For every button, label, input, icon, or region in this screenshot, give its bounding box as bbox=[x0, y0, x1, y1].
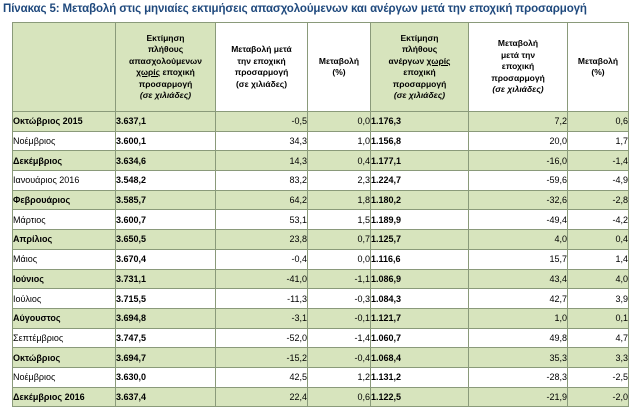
employed-estimate-cell: 3.585,7 bbox=[116, 190, 216, 210]
unemployed-pct-cell: -2,5 bbox=[568, 367, 629, 387]
unemployed-estimate-cell: 1.189,9 bbox=[371, 210, 469, 230]
unemployed-estimate-cell: 1.122,5 bbox=[371, 387, 469, 407]
unemployed-estimate-cell: 1.180,2 bbox=[371, 190, 469, 210]
month-cell: Ιούλιος bbox=[13, 289, 116, 309]
unemployed-change-cell: 7,2 bbox=[469, 112, 568, 132]
employed-change-cell: 83,2 bbox=[216, 171, 308, 191]
month-cell: Οκτώβριος bbox=[13, 348, 116, 368]
employed-estimate-cell: 3.548,2 bbox=[116, 171, 216, 191]
unemployed-pct-cell: 0,1 bbox=[568, 308, 629, 328]
table-title: Πίνακας 5: Μεταβολή στις μηνιαίες εκτιμήσεις απασχολούμενων και ανέργων μετά την εποχική προσαρμογή bbox=[3, 3, 587, 15]
unemployed-pct-cell: 4,7 bbox=[568, 328, 629, 348]
employed-pct-cell: 0,6 bbox=[308, 387, 371, 407]
employed-change-cell: -0,5 bbox=[216, 112, 308, 132]
employed-pct-cell: 0,0 bbox=[308, 249, 371, 269]
employed-pct-cell: 0,0 bbox=[308, 112, 371, 132]
table-row bbox=[13, 230, 629, 250]
header-employed-pct: Μεταβολή (%) bbox=[308, 23, 371, 112]
employed-change-cell: 14,3 bbox=[216, 151, 308, 171]
employed-change-cell: -15,2 bbox=[216, 348, 308, 368]
month-cell: Ιούνιος bbox=[13, 269, 116, 289]
table-row bbox=[13, 151, 629, 171]
table-body bbox=[13, 112, 629, 407]
table-row bbox=[13, 190, 629, 210]
table-row bbox=[13, 131, 629, 151]
unemployed-estimate-cell: 1.068,4 bbox=[371, 348, 469, 368]
unemployed-change-cell: -59,6 bbox=[469, 171, 568, 191]
employed-change-cell: -52,0 bbox=[216, 328, 308, 348]
table-row bbox=[13, 269, 629, 289]
employed-estimate-cell: 3.694,8 bbox=[116, 308, 216, 328]
unemployed-estimate-cell: 1.121,7 bbox=[371, 308, 469, 328]
unemployed-change-cell: 43,4 bbox=[469, 269, 568, 289]
unemployed-pct-cell: -2,0 bbox=[568, 387, 629, 407]
header-unemployed-pct: Μεταβολή (%) bbox=[568, 23, 629, 112]
month-cell: Σεπτέμβριος bbox=[13, 328, 116, 348]
header-employed-estimate: Εκτίμηση πλήθους απασχολούμενων χωρίς εποχική προσαρμογή (σε χιλιάδες) bbox=[116, 23, 216, 112]
month-cell: Δεκέμβριος 2016 bbox=[13, 387, 116, 407]
unemployed-estimate-cell: 1.086,9 bbox=[371, 269, 469, 289]
employed-change-cell: -41,0 bbox=[216, 269, 308, 289]
header-row bbox=[13, 23, 629, 112]
unemployed-pct-cell: 4,0 bbox=[568, 269, 629, 289]
unemployed-pct-cell: -2,8 bbox=[568, 190, 629, 210]
table-row bbox=[13, 210, 629, 230]
table-row bbox=[13, 171, 629, 191]
unemployed-change-cell: 1,0 bbox=[469, 308, 568, 328]
table-row bbox=[13, 367, 629, 387]
unemployed-pct-cell: 3,3 bbox=[568, 348, 629, 368]
unemployed-pct-cell: -1,4 bbox=[568, 151, 629, 171]
employed-pct-cell: -0,4 bbox=[308, 348, 371, 368]
table-row bbox=[13, 348, 629, 368]
employed-pct-cell: 1,0 bbox=[308, 131, 371, 151]
month-cell: Απρίλιος bbox=[13, 230, 116, 250]
employed-change-cell: 64,2 bbox=[216, 190, 308, 210]
month-cell: Μάιος bbox=[13, 249, 116, 269]
employed-pct-cell: 1,5 bbox=[308, 210, 371, 230]
month-cell: Δεκέμβριος bbox=[13, 151, 116, 171]
employed-estimate-cell: 3.747,5 bbox=[116, 328, 216, 348]
table-row bbox=[13, 328, 629, 348]
unemployed-change-cell: 4,0 bbox=[469, 230, 568, 250]
employed-estimate-cell: 3.715,5 bbox=[116, 289, 216, 309]
table-row bbox=[13, 387, 629, 407]
unemployed-change-cell: -32,6 bbox=[469, 190, 568, 210]
table-row bbox=[13, 289, 629, 309]
month-cell: Οκτώβριος 2015 bbox=[13, 112, 116, 132]
month-cell: Μάρτιος bbox=[13, 210, 116, 230]
unemployed-estimate-cell: 1.131,2 bbox=[371, 367, 469, 387]
employed-estimate-cell: 3.600,1 bbox=[116, 131, 216, 151]
unemployed-change-cell: 15,7 bbox=[469, 249, 568, 269]
employed-change-cell: -0,4 bbox=[216, 249, 308, 269]
unemployed-change-cell: 42,7 bbox=[469, 289, 568, 309]
employed-change-cell: -3,1 bbox=[216, 308, 308, 328]
employed-pct-cell: 0,7 bbox=[308, 230, 371, 250]
unemployed-change-cell: 20,0 bbox=[469, 131, 568, 151]
employed-estimate-cell: 3.731,1 bbox=[116, 269, 216, 289]
employed-pct-cell: -0,1 bbox=[308, 308, 371, 328]
employed-change-cell: 22,4 bbox=[216, 387, 308, 407]
month-cell: Φεβρουάριος bbox=[13, 190, 116, 210]
unemployed-estimate-cell: 1.060,7 bbox=[371, 328, 469, 348]
unemployed-pct-cell: -4,2 bbox=[568, 210, 629, 230]
month-cell: Νοέμβριος bbox=[13, 367, 116, 387]
employed-pct-cell: 1,2 bbox=[308, 367, 371, 387]
data-table bbox=[12, 22, 629, 407]
unemployed-estimate-cell: 1.156,8 bbox=[371, 131, 469, 151]
unemployed-estimate-cell: 1.116,6 bbox=[371, 249, 469, 269]
unemployed-change-cell: -21,9 bbox=[469, 387, 568, 407]
employed-change-cell: 34,3 bbox=[216, 131, 308, 151]
unemployed-estimate-cell: 1.125,7 bbox=[371, 230, 469, 250]
unemployed-estimate-cell: 1.176,3 bbox=[371, 112, 469, 132]
unemployed-estimate-cell: 1.084,3 bbox=[371, 289, 469, 309]
employed-estimate-cell: 3.694,7 bbox=[116, 348, 216, 368]
employed-estimate-cell: 3.650,5 bbox=[116, 230, 216, 250]
employed-estimate-cell: 3.634,6 bbox=[116, 151, 216, 171]
month-cell: Αύγουστος bbox=[13, 308, 116, 328]
table-row bbox=[13, 249, 629, 269]
employed-pct-cell: -1,1 bbox=[308, 269, 371, 289]
employed-change-cell: 42,5 bbox=[216, 367, 308, 387]
employed-pct-cell: -1,4 bbox=[308, 328, 371, 348]
unemployed-change-cell: -28,3 bbox=[469, 367, 568, 387]
unemployed-change-cell: -49,4 bbox=[469, 210, 568, 230]
employed-pct-cell: 0,4 bbox=[308, 151, 371, 171]
unemployed-pct-cell: 1,7 bbox=[568, 131, 629, 151]
employed-estimate-cell: 3.600,7 bbox=[116, 210, 216, 230]
header-employed-change: Μεταβολή μετά την εποχική προσαρμογή (σε χιλιάδες) bbox=[216, 23, 308, 112]
header-unemployed-estimate: Εκτίμηση πλήθους ανέργων χωρίς εποχική προσαρμογή (σε χιλιάδες) bbox=[371, 23, 469, 112]
unemployed-pct-cell: 0,4 bbox=[568, 230, 629, 250]
employed-change-cell: 53,1 bbox=[216, 210, 308, 230]
employed-pct-cell: 1,8 bbox=[308, 190, 371, 210]
unemployed-pct-cell: 1,4 bbox=[568, 249, 629, 269]
employed-change-cell: 23,8 bbox=[216, 230, 308, 250]
table-row bbox=[13, 112, 629, 132]
unemployed-change-cell: 35,3 bbox=[469, 348, 568, 368]
header-empty bbox=[13, 23, 116, 112]
unemployed-change-cell: 49,8 bbox=[469, 328, 568, 348]
unemployed-pct-cell: 0,6 bbox=[568, 112, 629, 132]
employed-estimate-cell: 3.670,4 bbox=[116, 249, 216, 269]
unemployed-pct-cell: -4,9 bbox=[568, 171, 629, 191]
unemployed-estimate-cell: 1.224,7 bbox=[371, 171, 469, 191]
employed-estimate-cell: 3.637,1 bbox=[116, 112, 216, 132]
employed-estimate-cell: 3.637,4 bbox=[116, 387, 216, 407]
month-cell: Ιανουάριος 2016 bbox=[13, 171, 116, 191]
employed-estimate-cell: 3.630,0 bbox=[116, 367, 216, 387]
unemployed-change-cell: -16,0 bbox=[469, 151, 568, 171]
employed-pct-cell: -0,3 bbox=[308, 289, 371, 309]
unemployed-pct-cell: 3,9 bbox=[568, 289, 629, 309]
month-cell: Νοέμβριος bbox=[13, 131, 116, 151]
unemployed-estimate-cell: 1.177,1 bbox=[371, 151, 469, 171]
header-unemployed-change: Μεταβολή μετά την εποχική προσαρμογή (σε χιλιάδες) bbox=[469, 23, 568, 112]
table-row bbox=[13, 308, 629, 328]
employed-change-cell: -11,3 bbox=[216, 289, 308, 309]
employed-pct-cell: 2,3 bbox=[308, 171, 371, 191]
